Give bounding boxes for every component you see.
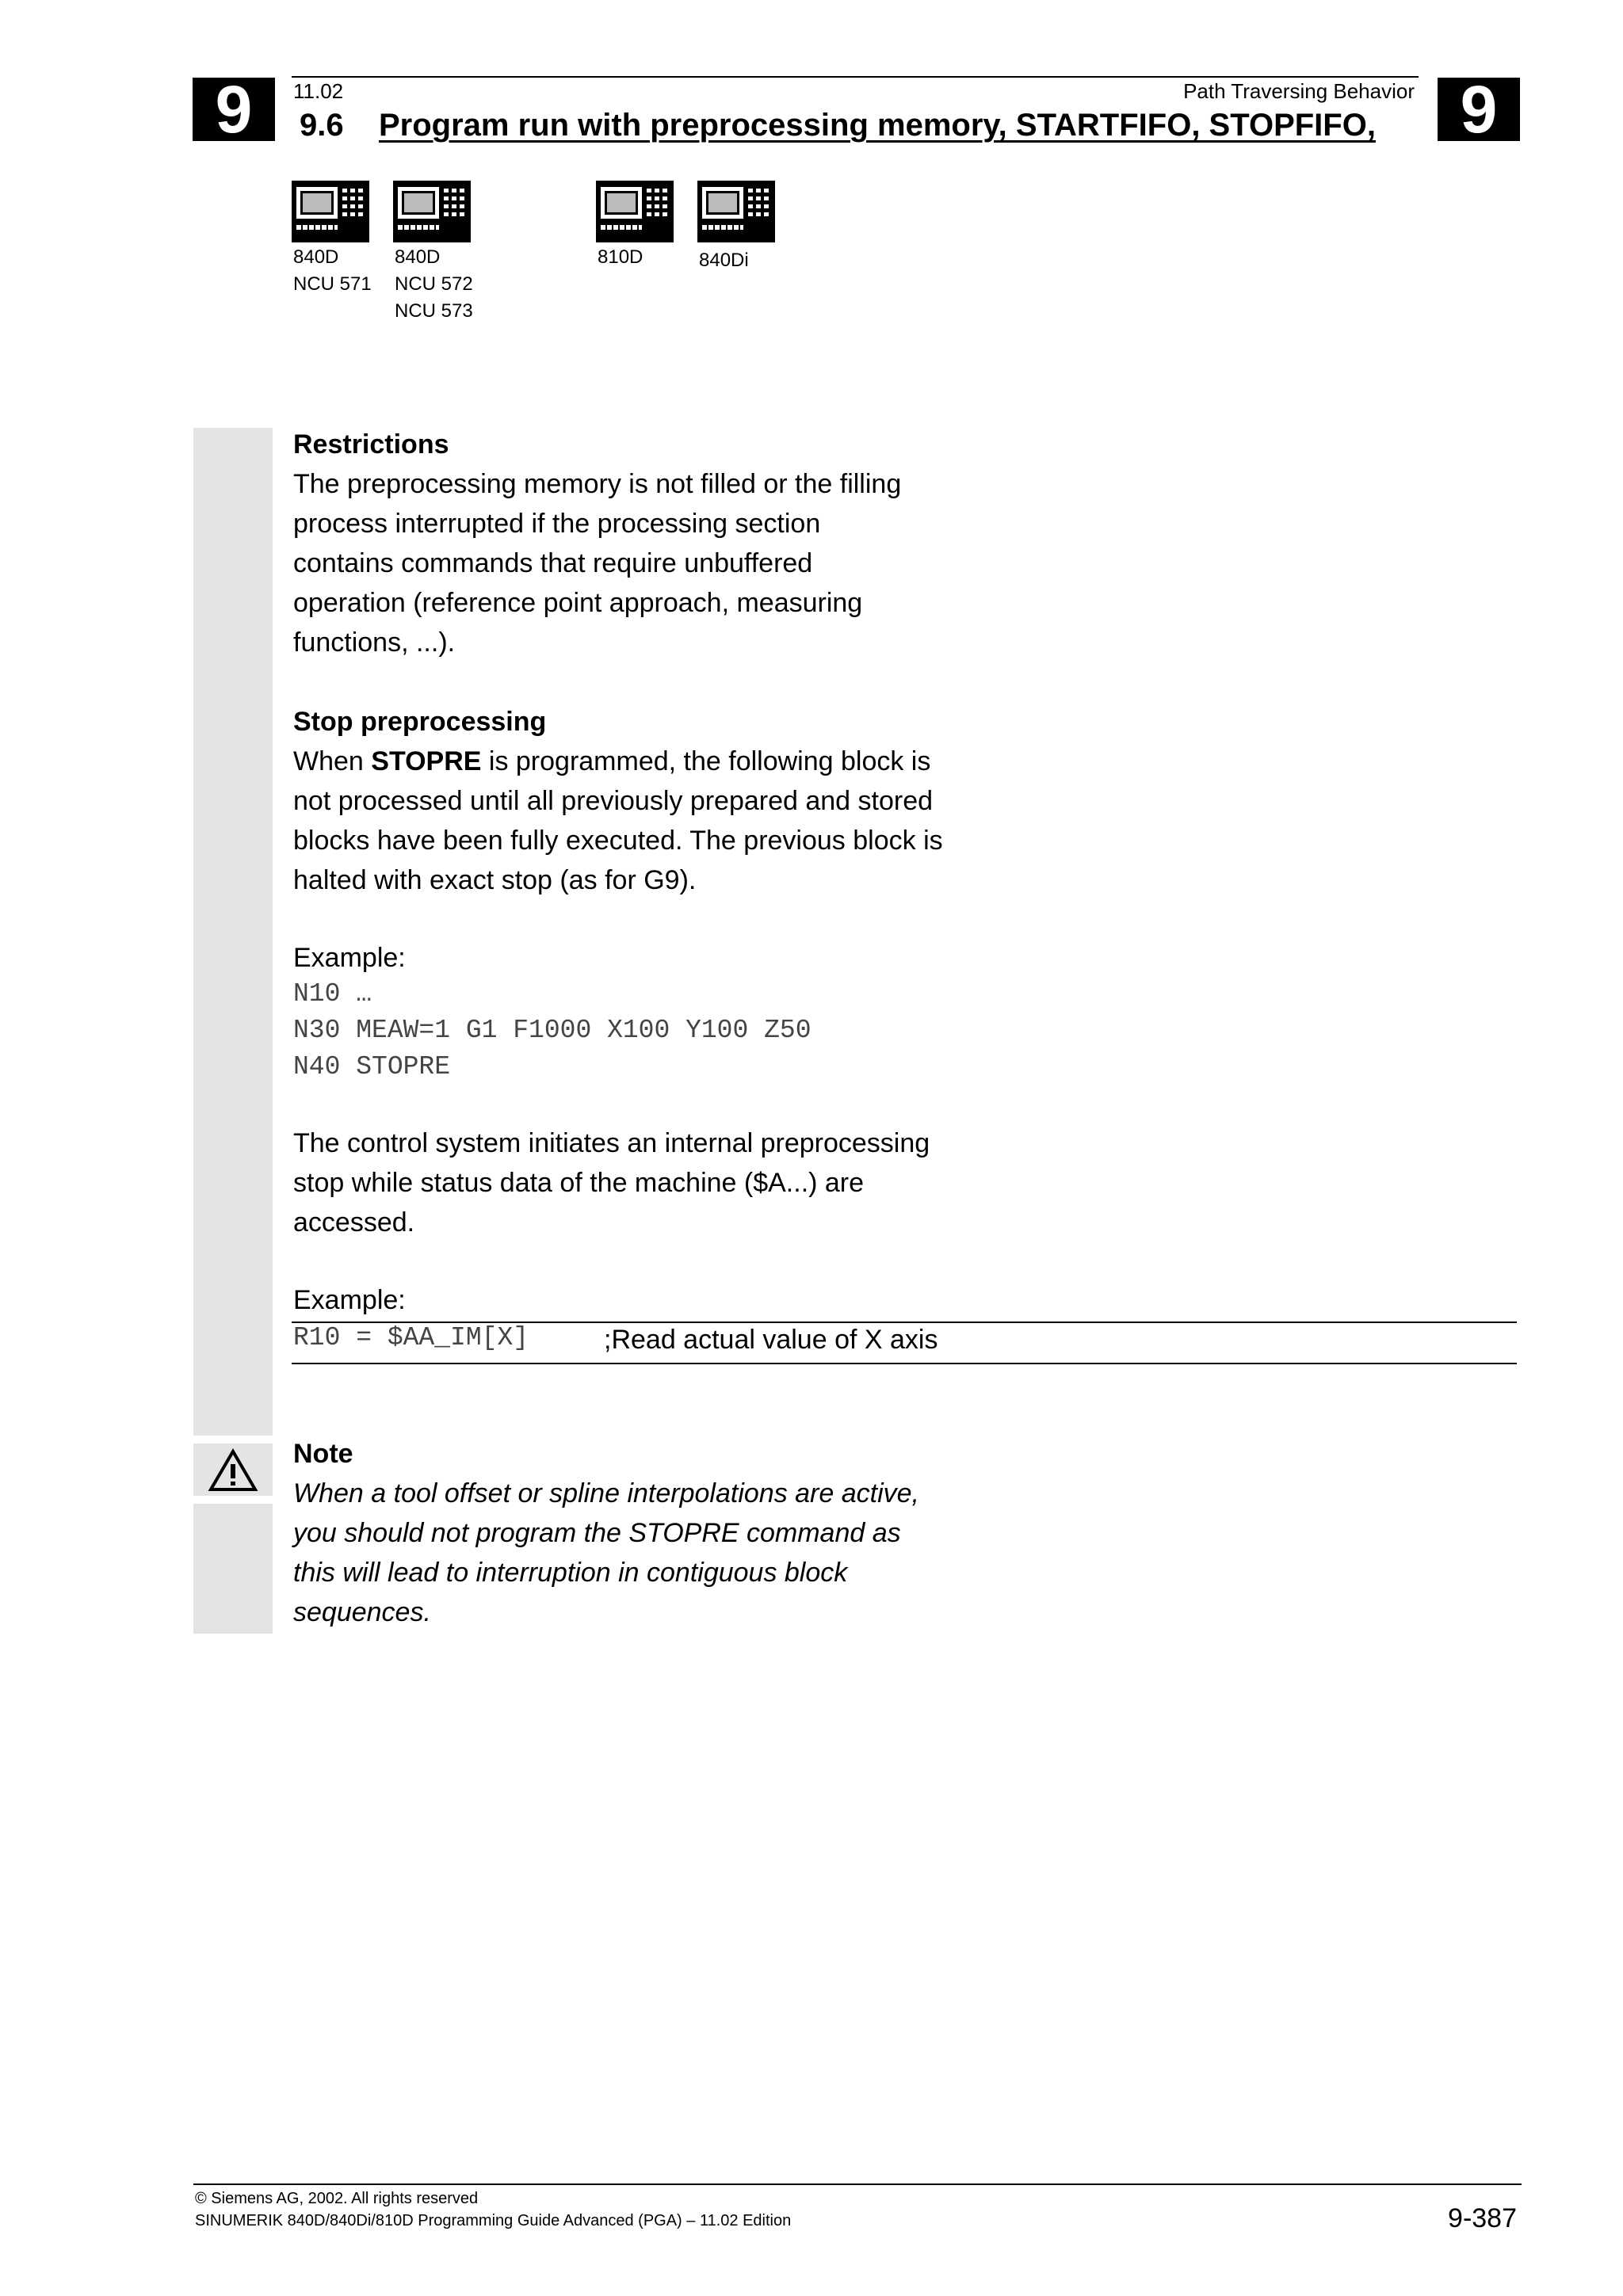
footer-publication: SINUMERIK 840D/840Di/810D Programming Guide Advanced (PGA) – 11.02 Edition: [195, 2212, 792, 2229]
control-label-line: 810D: [598, 246, 643, 268]
footer-copyright: © Siemens AG, 2002. All rights reserved: [195, 2190, 479, 2207]
stop-preprocessing-section: [293, 702, 1165, 900]
control-label: [293, 244, 372, 298]
code-line: N30 MEAW=1 G1 F1000 X100 Y100 Z50: [293, 1016, 812, 1045]
restrictions-heading: Restrictions: [293, 429, 449, 460]
control-panel-icon: [697, 181, 775, 242]
control-panel-icon: [393, 181, 471, 242]
note-heading: Note: [293, 1439, 353, 1469]
control-panel-icon: [596, 181, 674, 242]
header-date: 11.02: [293, 79, 344, 103]
control-label-line: 840Di: [699, 250, 749, 271]
table-rule-bottom: [292, 1363, 1517, 1364]
control-label: [395, 244, 473, 325]
section-number: 9.6: [300, 108, 344, 143]
footer-rule: [193, 2183, 1522, 2185]
text-line: contains commands that require unbuffered: [293, 548, 813, 578]
text-line: stop while status data of the machine ($A...) are: [293, 1168, 865, 1198]
text-span: is programmed, the following block is: [481, 746, 931, 776]
control-label-line: 840D: [293, 246, 339, 268]
margin-bar: [193, 428, 273, 1436]
stop-preprocessing-heading: Stop preprocessing: [293, 707, 547, 737]
text-span: When: [293, 746, 372, 776]
section-title: [300, 108, 1376, 143]
control-label-line: NCU 572: [395, 273, 473, 295]
code-block: [293, 976, 812, 1085]
note-line: sequences.: [293, 1597, 431, 1627]
section-title-text: Program run with preprocessing memory, STARTFIFO, STOPFIFO,: [379, 108, 1376, 143]
text-line: [293, 742, 1165, 781]
text-line: accessed.: [293, 1207, 415, 1238]
keyword-stopre: STOPRE: [371, 746, 482, 776]
text-line: The preprocessing memory is not filled or the filling: [293, 469, 902, 499]
restrictions-section: [293, 425, 1086, 662]
example-label: Example:: [293, 943, 406, 973]
control-label-line: 840D: [395, 246, 441, 268]
example2-comment: ;Read actual value of X axis: [604, 1325, 938, 1355]
note-icon-box: [193, 1444, 273, 1496]
example2-label: Example:: [293, 1285, 406, 1315]
example2-code: R10 = $AA_IM[X]: [293, 1323, 529, 1352]
text-line: process interrupted if the processing section: [293, 509, 821, 539]
paragraph-status-data: [293, 1123, 1165, 1242]
control-panel-icon: [292, 181, 369, 242]
code-line: N10 …: [293, 979, 372, 1009]
control-label: [598, 244, 643, 271]
warning-icon: [208, 1448, 258, 1493]
header-chapter-title: Path Traversing Behavior: [1183, 79, 1415, 103]
text-line: operation (reference point approach, measuring: [293, 588, 863, 618]
control-label-line: NCU 573: [395, 300, 473, 322]
note-line: When a tool offset or spline interpolations are active,: [293, 1478, 919, 1508]
control-label: [699, 247, 749, 274]
note-line: this will lead to interruption in contiguous block: [293, 1558, 848, 1588]
text-line: The control system initiates an internal preprocessing: [293, 1128, 930, 1158]
header-rule: [292, 76, 1419, 78]
note-section: [293, 1434, 1165, 1632]
text-line: blocks have been fully executed. The previous block is: [293, 826, 943, 856]
text-line: halted with exact stop (as for G9).: [293, 865, 697, 895]
chapter-number-right: 9: [1438, 78, 1520, 141]
note-line: you should not program the STOPRE command as: [293, 1518, 901, 1548]
code-line: N40 STOPRE: [293, 1052, 451, 1081]
page-number: 9-387: [1448, 2203, 1517, 2233]
control-label-line: NCU 571: [293, 273, 372, 295]
text-line: not processed until all previously prepared and stored: [293, 786, 934, 816]
margin-bar-note: [193, 1504, 273, 1634]
chapter-number-left: 9: [193, 78, 275, 141]
text-line: functions, ...).: [293, 627, 456, 658]
